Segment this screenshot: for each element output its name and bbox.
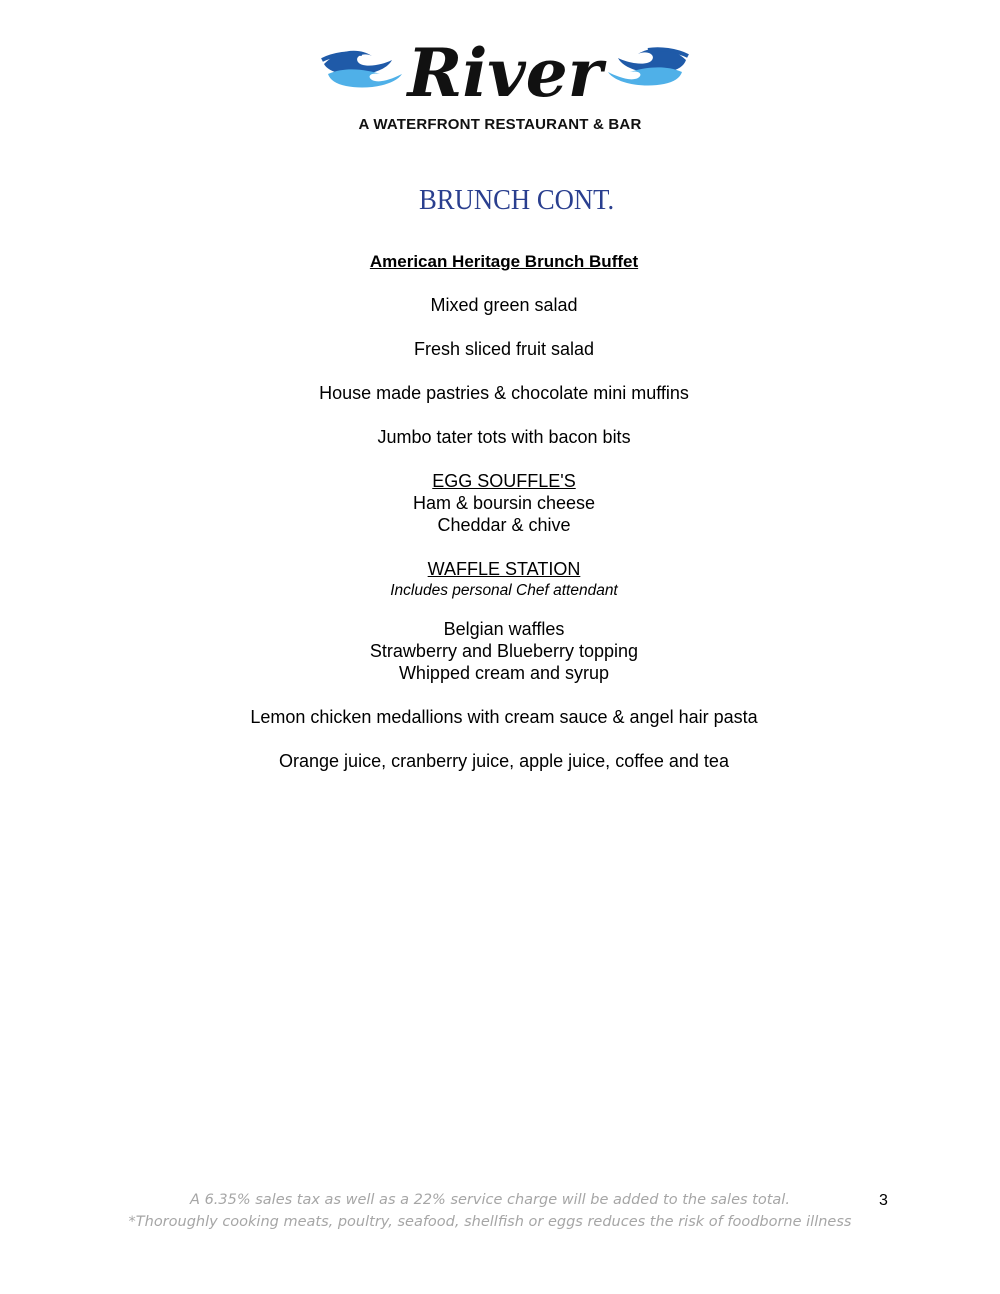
menu-item-pastries: House made pastries & chocolate mini muffins (319, 383, 689, 403)
page-number: 3 (879, 1192, 888, 1209)
logo-text: River (407, 34, 603, 112)
waffle-item: Whipped cream and syrup (398, 663, 610, 683)
menu-item-entree: Lemon chicken medallions with cream sauce & angel hair pasta (250, 707, 758, 727)
waffle-item: Belgian waffles (443, 619, 565, 639)
tagline: A WATERFRONT RESTAURANT & BAR (358, 116, 642, 133)
egg-souffle-heading: EGG SOUFFLE'S (432, 471, 576, 491)
section-title: American Heritage Brunch Buffet (369, 252, 639, 271)
waffle-station-heading: WAFFLE STATION (427, 559, 581, 579)
menu-item-salad: Mixed green salad (430, 295, 578, 315)
right-wave-icon (608, 49, 688, 86)
footer-tax-note: A 6.35% sales tax as well as a 22% service charge will be added to the sales total. (190, 1192, 790, 1208)
menu-item-tater-tots: Jumbo tater tots with bacon bits (377, 427, 631, 447)
river-logo-graphic (320, 30, 690, 120)
menu-item-fruit: Fresh sliced fruit salad (413, 339, 595, 359)
egg-souffle-item: Ham & boursin cheese (412, 493, 596, 513)
egg-souffle-item: Cheddar & chive (437, 515, 571, 535)
footer-safety-note: *Thoroughly cooking meats, poultry, seafood, shellfish or eggs reduces the risk of foodborne illness (128, 1214, 852, 1230)
waffle-station-note: Includes personal Chef attendant (390, 582, 618, 599)
waffle-item: Strawberry and Blueberry topping (369, 641, 639, 661)
menu-item-drinks: Orange juice, cranberry juice, apple juice, coffee and tea (279, 751, 729, 771)
page-title: BRUNCH CONT. (418, 184, 615, 216)
left-wave-icon (322, 51, 402, 88)
